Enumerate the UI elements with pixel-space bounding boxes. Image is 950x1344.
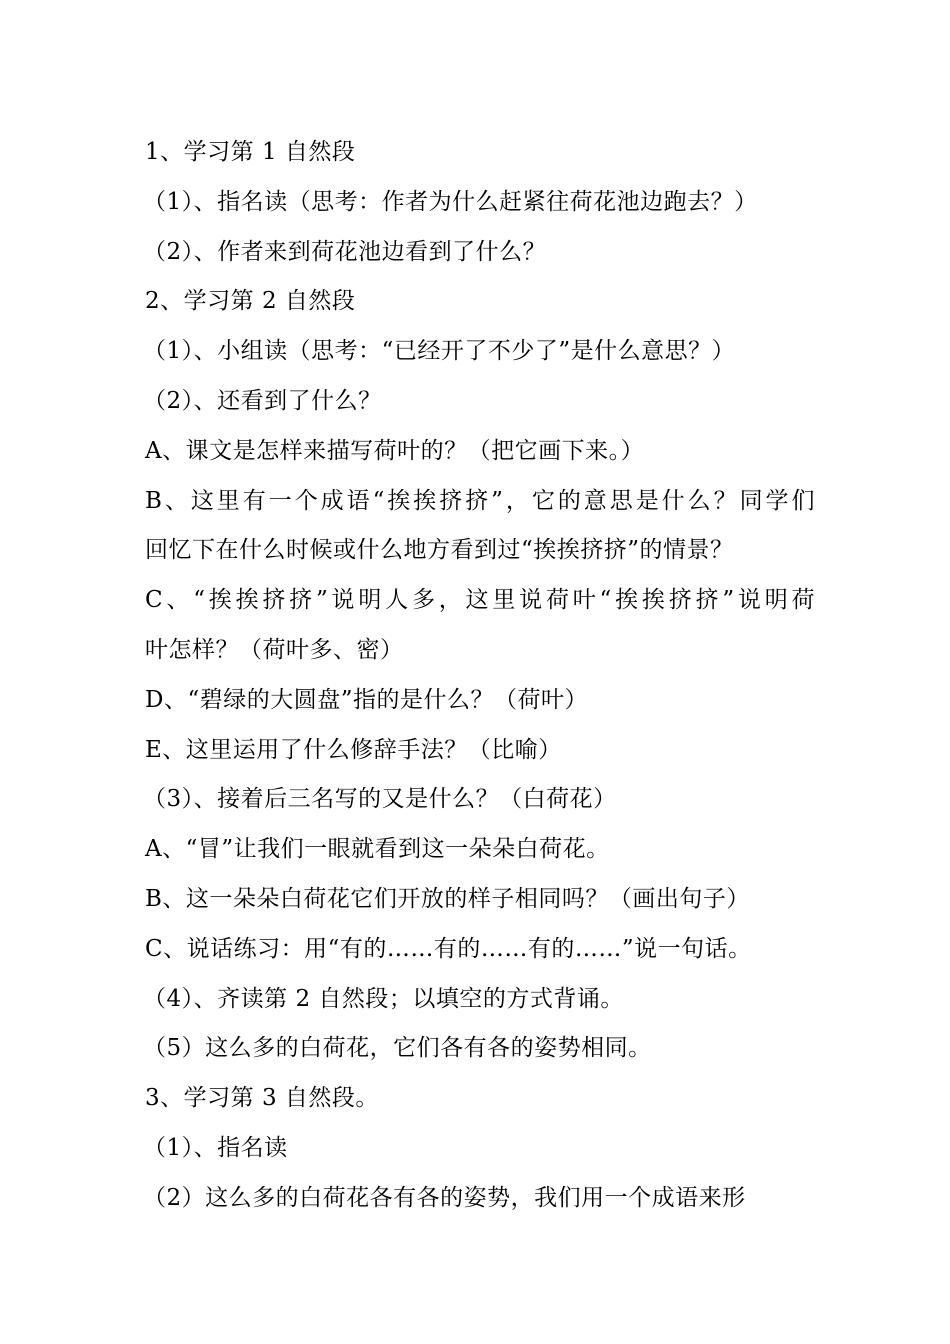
section-2-sub-c-line-1: C、“挨挨挤挤”说明人多，这里说荷叶“挨挨挤挤”说明荷 <box>145 587 815 614</box>
section-2-item-1: （1）、小组读（思考：“已经开了不少了”是什么意思？） <box>143 338 736 365</box>
section-2-item-3-sub-b: B、这一朵朵白荷花它们开放的样子相同吗？（画出句子） <box>145 885 750 912</box>
section-3-item-1: （1）、指名读 <box>143 1134 288 1161</box>
document-body <box>145 128 815 1224</box>
section-1-heading: 1、学习第 1 自然段 <box>145 139 356 165</box>
section-2-sub-b-line-2: 回忆下在什么时候或什么地方看到过“挨挨挤挤”的情景？ <box>145 537 734 564</box>
section-2-sub-b-line-1: B、这里有一个成语“挨挨挤挤”，它的意思是什么？同学们 <box>145 487 815 514</box>
section-2-heading: 2、学习第 2 自然段 <box>145 288 356 315</box>
section-3-item-2: （2）这么多的白荷花各有各的姿势，我们用一个成语来形 <box>143 1184 746 1211</box>
section-1-item-2: （2）、作者来到荷花池边看到了什么？ <box>143 238 547 265</box>
section-2-item-2: （2）、还看到了什么？ <box>143 387 382 414</box>
section-2-item-3-sub-a: A、“冒”让我们一眼就看到这一朵朵白荷花。 <box>145 836 610 863</box>
section-3-heading: 3、学习第 3 自然段。 <box>145 1085 379 1112</box>
section-2-sub-e: E、这里运用了什么修辞手法？（比喻） <box>145 736 562 763</box>
section-2-item-3-sub-c: C、说话练习：用“有的……有的……有的……”说一句话。 <box>145 935 752 962</box>
section-2-sub-a: A、课文是怎样来描写荷叶的？（把它画下来。） <box>145 437 645 464</box>
section-2-item-3: （3）、接着后三名写的又是什么？（白荷花） <box>143 786 617 813</box>
section-2-sub-c-line-2: 叶怎样？（荷叶多、密） <box>145 636 404 663</box>
section-1-item-1: （1）、指名读（思考：作者为什么赶紧往荷花池边跑去？） <box>143 188 758 215</box>
section-2-item-5: （5）这么多的白荷花，它们各有各的姿势相同。 <box>143 1035 652 1062</box>
section-2-sub-d: D、“碧绿的大圆盘”指的是什么？（荷叶） <box>145 686 588 713</box>
section-2-item-4: （4）、齐读第 2 自然段；以填空的方式背诵。 <box>143 985 624 1012</box>
